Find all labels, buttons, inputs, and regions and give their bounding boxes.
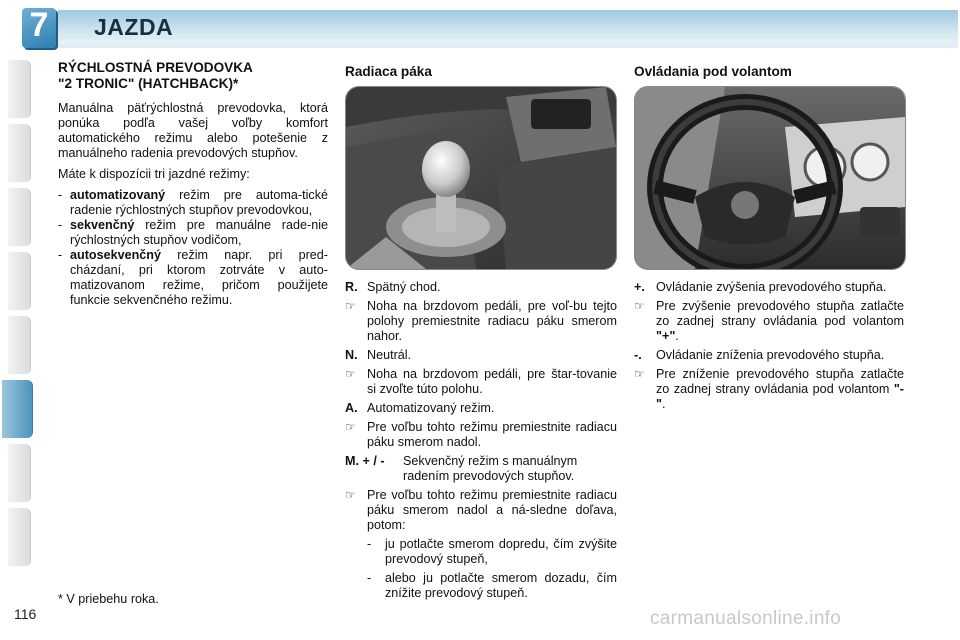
instruction-text: Pre zníženie prevodového stupňa zatlačte zo zadnej strany ovládania pod volantom (656, 367, 904, 396)
position-text: Sekvenčný režim s manuálnym radením prevodových stupňov. (403, 454, 578, 483)
section-title-gear-lever: Radiaca páka (345, 64, 432, 79)
instruction-text: Noha na brzdovom pedáli, pre štar-tovanie si zvoľte túto polohu. (367, 367, 617, 396)
chapter-tab[interactable] (8, 252, 31, 310)
pointing-hand-icon: ☞ (345, 299, 356, 313)
control-item-minus (634, 348, 904, 363)
position-term: A. (345, 401, 358, 415)
dash-bullet: - (58, 248, 63, 262)
section-title-gearbox (58, 60, 328, 92)
control-key: "-" (656, 382, 904, 411)
modes-intro: Máte k dispozícii tri jazdné režimy: (58, 167, 250, 181)
instruction-text: Pre zvýšenie prevodového stupňa zatlačte zo zadnej strany ovládania pod volantom (656, 299, 904, 328)
pointing-hand-icon: ☞ (345, 420, 356, 434)
header-bar (58, 10, 958, 44)
position-term: M. + / - (345, 454, 385, 468)
column-gearbox-intro (58, 60, 328, 308)
chapter-tab[interactable] (8, 508, 31, 566)
control-term: -. (634, 348, 642, 362)
chapter-title: JAZDA (94, 14, 174, 40)
period: . (675, 329, 679, 343)
position-term: R. (345, 280, 358, 294)
instruction-text: Pre voľbu tohto režimu premiestnite radiacu páku smerom nadol a ná-sledne doľava, potom: (367, 488, 617, 532)
pointing-hand-icon: ☞ (634, 367, 645, 381)
instruction-item (634, 299, 904, 344)
section-title-steering-controls: Ovládania pod volantom (634, 64, 792, 79)
instruction-text: Pre voľbu tohto režimu premiestnite radiacu páku smerom nadol. (367, 420, 617, 449)
mode-term: autosekvenčný (70, 248, 161, 262)
mode-text: režim pre automa-tické radenie rýchlostných stupňov prevodovkou, (70, 188, 328, 217)
chapter-tab-active[interactable] (2, 380, 33, 438)
pointing-hand-icon: ☞ (345, 488, 356, 502)
mode-text: režim pre manuálne rade-nie rýchlostných stupňov vodičom, (70, 218, 328, 247)
column-gear-lever (345, 60, 617, 80)
chapter-tab[interactable] (8, 124, 31, 182)
dash-bullet: - (58, 218, 63, 232)
position-text: Spätný chod. (367, 280, 441, 294)
position-item-r (345, 280, 617, 295)
steering-wheel-illustration (635, 87, 905, 269)
mode-term: sekvenčný (70, 218, 135, 232)
position-item-m (345, 454, 617, 484)
instruction-text: Noha na brzdovom pedáli, pre voľ-bu tejto polohy premiestnite radiacu páku smerom nahor. (367, 299, 617, 343)
control-term: +. (634, 280, 645, 294)
chapter-tab[interactable] (8, 444, 31, 502)
dash-bullet: - (367, 537, 372, 551)
pointing-hand-icon: ☞ (634, 299, 645, 313)
watermark: carmanualsonline.info (650, 608, 842, 629)
mode-term: automatizovaný (70, 188, 166, 202)
position-item-a (345, 401, 617, 416)
chapter-number: 7 (29, 6, 49, 44)
gear-lever-illustration (346, 87, 616, 269)
footnote: * V priebehu roka. (58, 592, 159, 606)
header-bar-shade (58, 44, 958, 48)
position-text: Automatizovaný režim. (367, 401, 495, 415)
position-term: N. (345, 348, 358, 362)
position-text: Neutrál. (367, 348, 412, 362)
chapter-tab[interactable] (8, 188, 31, 246)
gear-lever-photo (345, 86, 617, 270)
column-steering-controls (634, 60, 904, 80)
title-line: RÝCHLOSTNÁ PREVODOVKA (58, 60, 253, 75)
mode-item (58, 188, 328, 218)
sub-instruction (345, 571, 617, 601)
steering-wheel-photo (634, 86, 906, 270)
instruction-item (634, 367, 904, 412)
pointing-hand-icon: ☞ (345, 367, 356, 381)
instruction-item (345, 488, 617, 533)
chapter-tab[interactable] (8, 316, 31, 374)
dash-bullet: - (58, 188, 63, 202)
page-number: 116 (14, 606, 37, 622)
control-key: "+" (656, 329, 676, 343)
sub-instruction (345, 537, 617, 567)
instruction-item (345, 299, 617, 344)
control-text: Ovládanie zvýšenia prevodového stupňa. (656, 280, 887, 294)
control-text: Ovládanie zníženia prevodového stupňa. (656, 348, 885, 362)
control-item-plus (634, 280, 904, 295)
mode-item (58, 218, 328, 248)
chapter-tabs (0, 60, 34, 580)
mode-text: režim napr. pri pred-cházdaní, pri ktorom zotrváte v auto-matizovanom režime, pričom použijete funkcie sekvenčného režimu. (70, 248, 328, 307)
title-line: "2 TRONIC" (HATCHBACK)* (58, 76, 239, 91)
chapter-tab[interactable] (8, 60, 31, 118)
page-header (0, 0, 960, 52)
intro-paragraph: Manuálna päťrýchlostná prevodovka, ktorá ponúka podľa vašej voľby komfort automatického režimu alebo potešenie z manuálneho radenia prevodových stupňov. (58, 101, 328, 160)
sub-instruction-text: ju potlačte smerom dopredu, čím zvýšite prevodový stupeň, (385, 537, 617, 566)
position-item-n (345, 348, 617, 363)
gear-lever-descriptions (345, 276, 617, 601)
instruction-item (345, 420, 617, 450)
steering-controls-descriptions (634, 276, 904, 412)
dash-bullet: - (367, 571, 372, 585)
instruction-item (345, 367, 617, 397)
period: . (661, 397, 666, 411)
mode-item (58, 248, 328, 308)
sub-instruction-text: alebo ju potlačte smerom dozadu, čím znížite prevodový stupeň. (385, 571, 617, 600)
